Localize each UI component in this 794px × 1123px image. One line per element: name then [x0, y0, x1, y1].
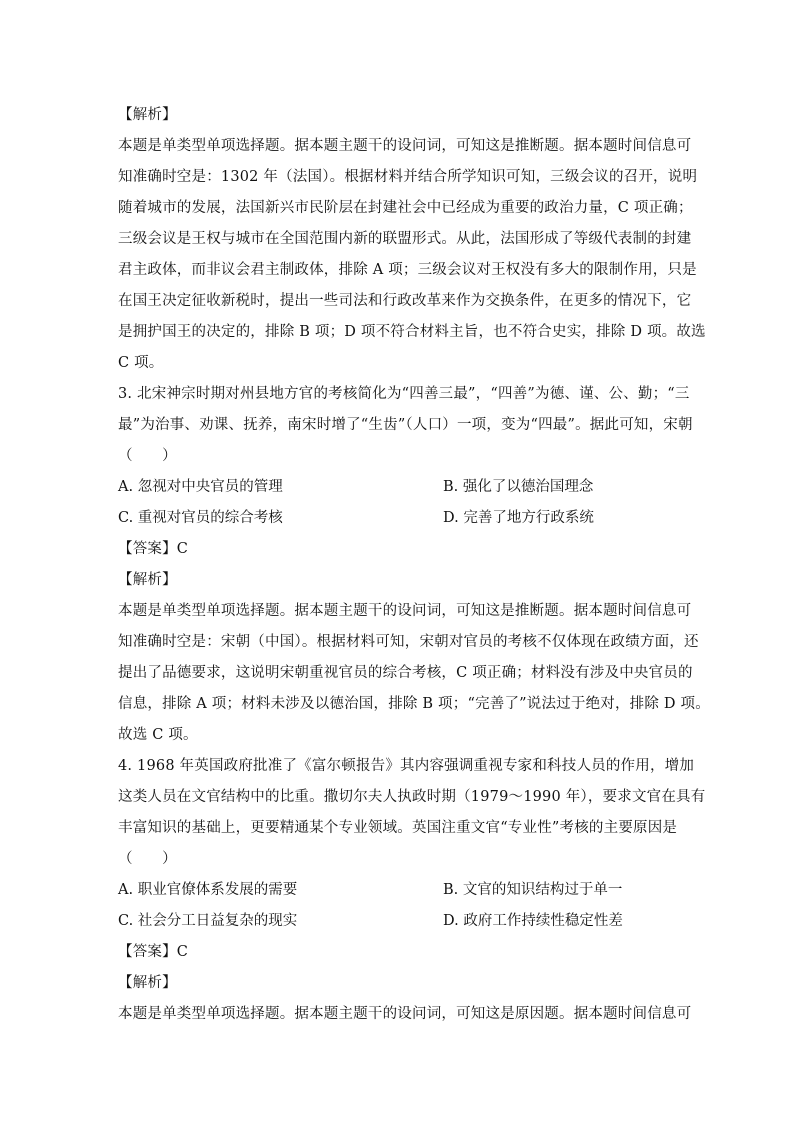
analysis-text: 知准确时空是：宋朝（中国）。根据材料可知，宋朝对官员的考核不仅体现在政绩方面，还	[118, 634, 699, 650]
analysis-block-q2	[118, 100, 706, 379]
analysis-heading: 【解析】	[118, 107, 177, 123]
answer-block-q4	[118, 937, 692, 1030]
option-a: A. 忽视对中央官员的管理	[118, 479, 283, 495]
analysis-text: 本题是单类型单项选择题。据本题主题干的设问词，可知这是原因题。据本题时间信息可	[118, 1006, 692, 1022]
analysis-text: C 项。	[118, 355, 164, 371]
analysis-heading: 【解析】	[118, 975, 177, 991]
question-text: 4. 1968 年英国政府批准了《富尔顿报告》其内容强调重视专家和科技人员的作用，增加	[118, 758, 695, 774]
answer-label: 【答案】C	[118, 944, 189, 960]
option-c: C. 重视对官员的综合考核	[118, 510, 283, 526]
option-a: A. 职业官僚体系发展的需要	[118, 882, 298, 898]
option-b: B. 强化了以德治国理念	[443, 479, 594, 495]
analysis-text: 君主政体，而非议会君主制政体，排除 A 项；三级会议对王权没有多大的限制作用，只是	[118, 262, 697, 278]
question-4	[118, 751, 706, 937]
analysis-text: 信息，排除 A 项；材料未涉及以德治国，排除 B 项；“完善了”说法过于绝对，排除 D 项。	[118, 696, 710, 712]
question-blank: （ ）	[118, 448, 177, 464]
question-text: 最”为治事、劝课、抚养，南宋时增了“生齿”（人口）一项，变为“四最”。据此可知，宋朝	[118, 417, 693, 433]
analysis-text: 本题是单类型单项选择题。据本题主题干的设问词，可知这是推断题。据本题时间信息可	[118, 603, 692, 619]
analysis-text: 三级会议是王权与城市在全国范围内新的联盟形式。从此，法国形成了等级代表制的封建	[118, 231, 692, 247]
answer-block-q3	[118, 534, 710, 751]
option-d: D. 完善了地方行政系统	[443, 510, 594, 526]
option-row	[118, 472, 678, 503]
option-b: B. 文官的知识结构过于单一	[443, 882, 623, 898]
document-page	[118, 100, 710, 1030]
question-3	[118, 379, 693, 534]
question-text: 这类人员在文官结构中的比重。撒切尔夫人执政时期（1979～1990 年），要求文官在具有	[118, 789, 706, 805]
analysis-text: 随着城市的发展，法国新兴市民阶层在封建社会中已经成为重要的政治力量，C 项正确；	[118, 200, 693, 216]
option-row	[118, 875, 678, 906]
analysis-text: 在国王决定征收新税时，提出一些司法和行政改革来作为交换条件，在更多的情况下，它	[118, 293, 692, 309]
question-text: 3. 北宋神宗时期对州县地方官的考核简化为“四善三最”，“四善”为德、谨、公、勤；“三	[118, 386, 690, 402]
question-blank: （ ）	[118, 851, 177, 867]
option-c: C. 社会分工日益复杂的现实	[118, 913, 298, 929]
analysis-heading: 【解析】	[118, 572, 177, 588]
analysis-text: 本题是单类型单项选择题。据本题主题干的设问词，可知这是推断题。据本题时间信息可	[118, 138, 692, 154]
option-row	[118, 906, 678, 937]
question-text: 丰富知识的基础上，更要精通某个专业领域。英国注重文官“专业性”考核的主要原因是	[118, 820, 678, 836]
option-row	[118, 503, 678, 534]
analysis-text: 是拥护国王的决定的，排除 B 项；D 项不符合材料主旨，也不符合史实，排除 D 项。故选	[118, 324, 706, 340]
analysis-text: 提出了品德要求，这说明宋朝重视官员的综合考核，C 项正确；材料没有涉及中央官员的	[118, 665, 693, 681]
analysis-text: 故选 C 项。	[118, 727, 198, 743]
answer-label: 【答案】C	[118, 541, 189, 557]
option-d: D. 政府工作持续性稳定性差	[443, 913, 623, 929]
analysis-text: 知准确时空是：1302 年（法国）。根据材料并结合所学知识可知，三级会议的召开，说明	[118, 169, 698, 185]
